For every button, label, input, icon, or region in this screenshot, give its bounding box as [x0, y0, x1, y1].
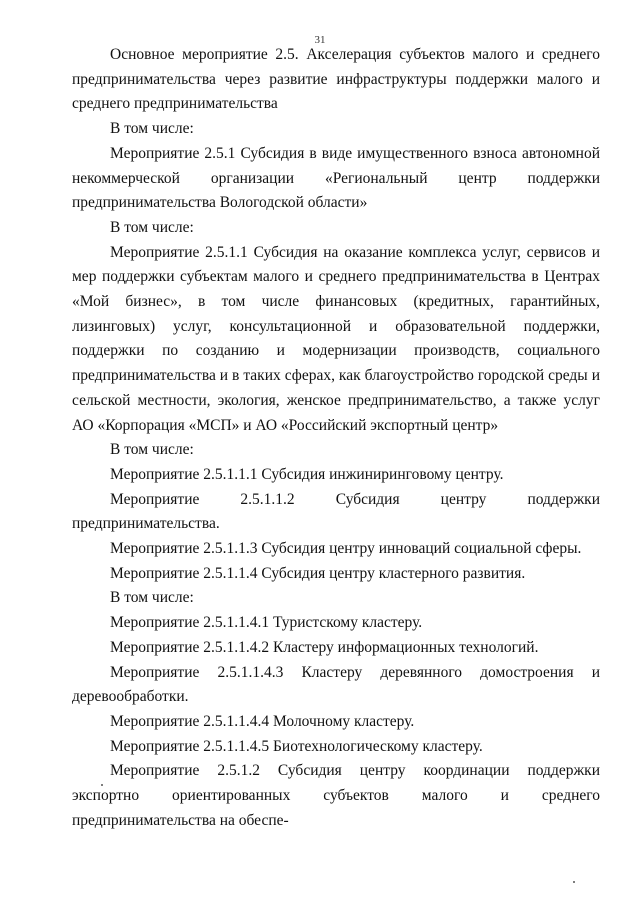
paragraph-main-activity-2-5: Основное мероприятие 2.5. Акселерация субъектов малого и среднего предпринимательства через развитие инфраструктуры поддержки малого и среднего предпринимательства	[72, 46, 600, 113]
paragraph-activity-2-5-1-1-2: Мероприятие 2.5.1.1.2 Субсидия центру поддержки предпринимательства.	[72, 490, 600, 533]
paragraph-activity-2-5-1-1-4-3: Мероприятие 2.5.1.1.4.3 Кластеру деревянного домостроения и деревообработки.	[72, 663, 600, 706]
paragraph-activity-2-5-1: Мероприятие 2.5.1 Субсидия в виде имущественного взноса автономной некоммерческой организации «Региональный центр поддержки предпринимательства Вологодской области»	[72, 144, 600, 212]
paragraph-including: В том числе:	[110, 589, 194, 607]
paragraph-activity-2-5-1-1-4-5: Мероприятие 2.5.1.1.4.5 Биотехнологическому кластеру.	[110, 737, 483, 755]
paragraph-including: В том числе:	[110, 218, 194, 236]
paragraph-activity-2-5-1-1-4-1: Мероприятие 2.5.1.1.4.1 Туристскому кластеру.	[110, 614, 423, 632]
paragraph-activity-2-5-1-1-1: Мероприятие 2.5.1.1.1 Субсидия инжиниринговому центру.	[110, 465, 504, 483]
paragraph-activity-2-5-1-1-3: Мероприятие 2.5.1.1.3 Субсидия центру инноваций социальной сферы.	[110, 540, 582, 558]
scan-speck	[101, 784, 103, 786]
paragraph-activity-2-5-1-1-4: Мероприятие 2.5.1.1.4 Субсидия центру кластерного развития.	[110, 564, 526, 582]
paragraph-activity-2-5-1-1-4-4: Мероприятие 2.5.1.1.4.4 Молочному кластеру.	[110, 712, 415, 730]
paragraph-including: В том числе:	[110, 120, 194, 138]
scan-speck	[573, 881, 575, 883]
paragraph-activity-2-5-1-2: Мероприятие 2.5.1.2 Субсидия центру координации поддержки экспортно ориентированных субъектов малого и среднего предпринимательства на обеспе-	[72, 762, 600, 829]
document-body	[72, 43, 600, 834]
paragraph-activity-2-5-1-1: Мероприятие 2.5.1.1 Субсидия на оказание комплекса услуг, сервисов и мер поддержки субъектам малого и среднего предпринимательства в Центрах «Мой бизнес», в том числе финансовых (кредитных, гарантийных, лизинговых) услуг, консультационной и образовательной поддержки, поддержки по созданию и модернизации производств, социального предпринимательства и в таких сферах, как благоустройство городской среды и сельской местности, экология, женское предпринимательство, а также услуг АО «Корпорация «МСП» и АО «Российский экспортный центр»	[72, 243, 600, 434]
page-number: 31	[314, 34, 326, 46]
paragraph-activity-2-5-1-1-4-2: Мероприятие 2.5.1.1.4.2 Кластеру информационных технологий.	[110, 638, 539, 656]
paragraph-including: В том числе:	[110, 441, 194, 459]
